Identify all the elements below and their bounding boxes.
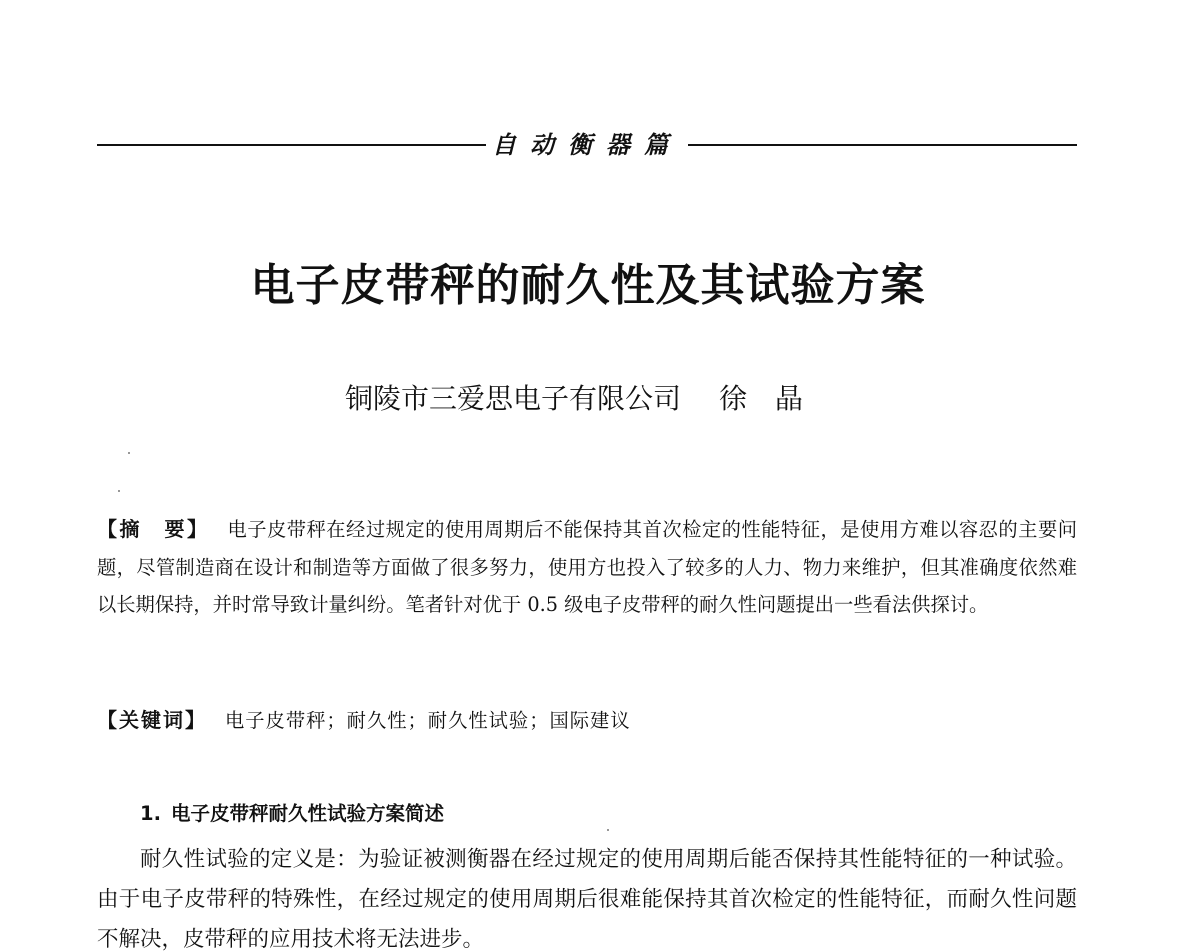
scan-speck — [607, 829, 609, 831]
keywords-text: 电子皮带秤；耐久性；耐久性试验；国际建议 — [225, 709, 631, 732]
header-rule-left — [97, 144, 486, 146]
author-name: 徐晶 — [719, 382, 832, 415]
header-rule-right — [688, 144, 1077, 146]
affiliation: 铜陵市三爱思电子有限公司 — [344, 382, 681, 415]
abstract — [97, 511, 1077, 624]
keywords-label: 【关键词】 — [97, 708, 207, 732]
author-line — [0, 376, 1176, 422]
article-title: 电子皮带秤的耐久性及其试验方案 — [250, 260, 926, 311]
section-title: 电子皮带秤耐久性试验方案简述 — [170, 802, 444, 825]
section-number: 1. — [140, 802, 161, 825]
abstract-text: 电子皮带秤在经过规定的使用周期后不能保持其首次检定的性能特征，是使用方难以容忍的主要问题，尽管制造商在设计和制造等方面做了很多努力，使用方也投入了较多的人力、物力来维护，但其准确度依然难以长期保持，并时常导致计量纠纷。笔者针对优于 0.5 级电子皮带秤的耐久性问题提出一些看法供探讨。 — [97, 518, 1077, 616]
abstract-label: 【摘 要】 — [97, 517, 210, 541]
body-paragraph: 耐久性试验的定义是：为验证被测衡器在经过规定的使用周期后能否保持其性能特征的一种试验。由于电子皮带秤的特殊性，在经过规定的使用周期后很难能保持其首次检定的性能特征，而耐久性问题不解决，皮带秤的应用技术将无法进步。 — [97, 847, 1077, 952]
running-header-label: 自动衡器篇 — [492, 130, 682, 159]
scan-speck — [118, 490, 120, 492]
scan-speck — [128, 452, 130, 454]
running-header — [97, 127, 1077, 163]
keywords — [97, 702, 1077, 739]
section-heading — [140, 798, 444, 830]
